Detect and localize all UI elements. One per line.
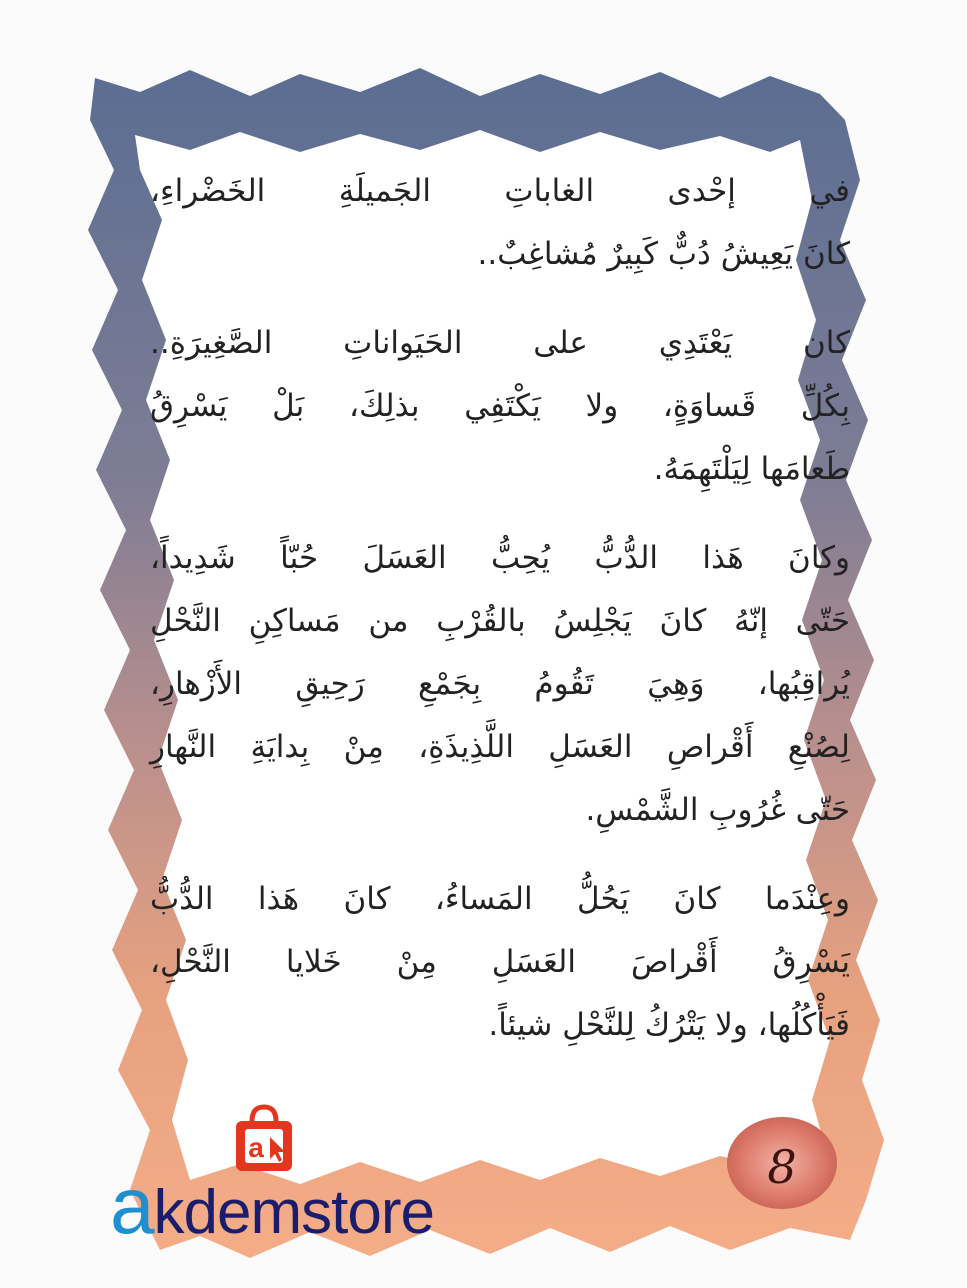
text-line: بِكُلِّ قَساوَةٍ، ولا يَكْتَفِي بذلِكَ، بَلْ يَسْرِقُ	[150, 388, 850, 424]
paragraph-2	[150, 312, 850, 501]
text-line: طَعامَها لِيَلْتَهِمَهُ.	[653, 451, 850, 487]
text-line: حَتّى غُرُوبِ الشَّمْسِ.	[585, 792, 850, 828]
text-line: وكانَ هَذا الدُّبُّ يُحِبُّ العَسَلَ حُبّاً شَدِيداً،	[150, 540, 850, 576]
text-line: كانَ يَعِيشُ دُبٌّ كَبِيرٌ مُشاغِبٌ..	[477, 236, 850, 272]
text-line: حَتّى إنّهُ كانَ يَجْلِسُ بالقُرْبِ من مَساكِنِ النَّحْلِ	[150, 603, 850, 639]
paragraph-3	[150, 527, 850, 842]
text-line: لِصُنْعِ أَقْراصِ العَسَلِ اللَّذِيذَةِ، مِنْ بِدايَةِ النَّهارِ	[150, 729, 850, 765]
text-line: كان يَعْتَدِي على الحَيَواناتِ الصَّغِيرَةِ..	[150, 325, 850, 361]
text-line: يُراقِبُها، وَهِيَ تَقُومُ بِجَمْعِ رَحِيقِ الأَزْهارِ،	[150, 666, 850, 702]
brand-watermark	[110, 1160, 434, 1252]
brand-rest: kdemstore	[153, 1178, 434, 1247]
paragraph-4	[150, 868, 850, 1057]
text-line: يَسْرِقُ أَقْراصَ العَسَلِ مِنْ خَلايا النَّحْلِ،	[150, 944, 850, 980]
brand-initial: a	[110, 1161, 154, 1250]
text-line: في إحْدى الغاباتِ الجَميلَةِ الخَضْراءِ،	[150, 173, 850, 209]
paragraph-1	[150, 160, 850, 286]
story-text	[150, 160, 850, 1083]
page-number: 8	[767, 1140, 797, 1194]
text-line: وعِنْدَما كانَ يَحُلُّ المَساءُ، كانَ هَذا الدُّبُّ	[150, 881, 850, 917]
svg-text:a: a	[248, 1132, 264, 1163]
text-line: فَيَأْكُلُها، ولا يَتْرُكُ لِلنَّحْلِ شيئاً.	[488, 1007, 850, 1043]
